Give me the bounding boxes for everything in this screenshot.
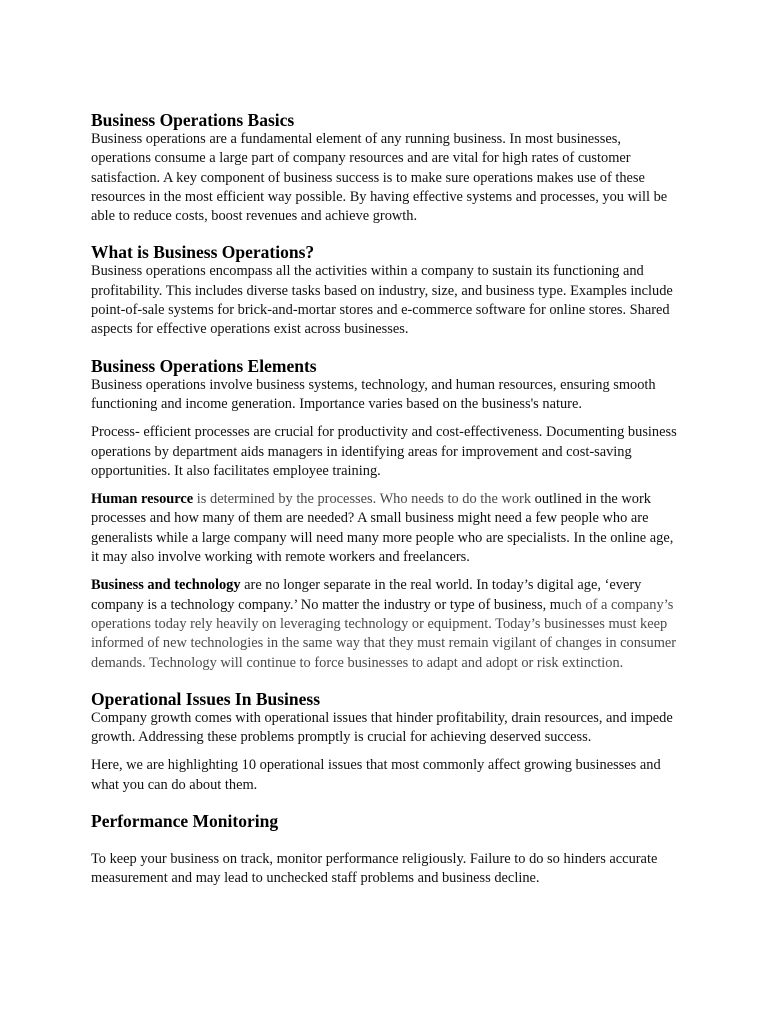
document-page — [91, 110, 681, 905]
section-what-is — [91, 242, 681, 339]
business-technology-grey: uch of a company’s operations today rely heavily on leveraging technology or equipment. Today’s businesses must keep informed of new technologies in the same way that they must remain vigilant of changes in consumer demands. Technology will continue to force businesses to adapt and adopt or risk extinction. — [91, 596, 677, 671]
paragraph-issues-highlight: Here, we are highlighting 10 operational issues that most commonly affect growing businesses and what you can do about them. — [91, 757, 661, 793]
heading-what-is: What is Business Operations? — [91, 242, 315, 263]
paragraph-issues-intro: Company growth comes with operational issues that hinder profitability, drain resources, and impede growth. Addressing these problems promptly is crucial for achieving deserved success. — [91, 709, 673, 746]
paragraph-business-technology — [91, 576, 681, 672]
business-technology-bold: Business and technology — [91, 577, 241, 594]
human-resource-rest: outlined in the work processes and how many of them are needed? A small business might need a few people who are generalists while a large company will need many more people who are specialists. In the online age, it may also involve working with remote workers and freelancers. — [91, 491, 674, 566]
business-technology-rest: are no longer separate in the real world. In today’s digital age, ‘every company is a technology company.’ No matter the industry or type of business, m — [91, 577, 642, 613]
heading-operational-issues: Operational Issues In Business — [91, 688, 321, 709]
paragraph-elements-intro: Business operations involve business systems, technology, and human resources, ensuring smooth functioning and income generation. Importance varies based on the business's nature. — [91, 376, 656, 412]
heading-performance: Performance Monitoring — [91, 811, 279, 832]
section-basics — [91, 110, 681, 226]
paragraph-elements-process: Process- efficient processes are crucial for productivity and cost-effectiveness. Documenting business operations by department aids managers in identifying areas for improvement and cost-saving opportunities. It also facilitates employee training. — [91, 424, 677, 479]
human-resource-bold: Human resource — [91, 491, 194, 508]
heading-elements: Business Operations Elements — [91, 355, 317, 376]
section-performance — [91, 811, 681, 889]
paragraph-performance: To keep your business on track, monitor performance religiously. Failure to do so hinders accurate measurement and may lead to unchecked staff problems and business decline. — [91, 851, 658, 887]
section-operational-issues — [91, 689, 681, 795]
heading-spacer — [91, 831, 681, 850]
heading-basics: Business Operations Basics — [91, 110, 295, 130]
paragraph-human-resource — [91, 490, 681, 567]
paragraph-what-is: Business operations encompass all the activities within a company to sustain its functioning and profitability. This includes diverse tasks based on industry, size, and business type. Examples include point-of-sale systems for brick-and-mortar stores and e-commerce software for online stores. Shared aspects for effective operations exist across businesses. — [91, 263, 673, 338]
human-resource-grey: is determined by the processes. Who needs to do the work — [193, 491, 532, 508]
section-elements — [91, 356, 681, 673]
paragraph-basics: Business operations are a fundamental element of any running business. In most businesses, operations consume a large part of company resources and are vital for high rates of customer satisfaction. A key component of business success is to make sure operations makes use of these resources in the most efficient way possible. By having effective systems and processes, you will be able to reduce costs, boost revenues and achieve growth. — [91, 131, 668, 225]
